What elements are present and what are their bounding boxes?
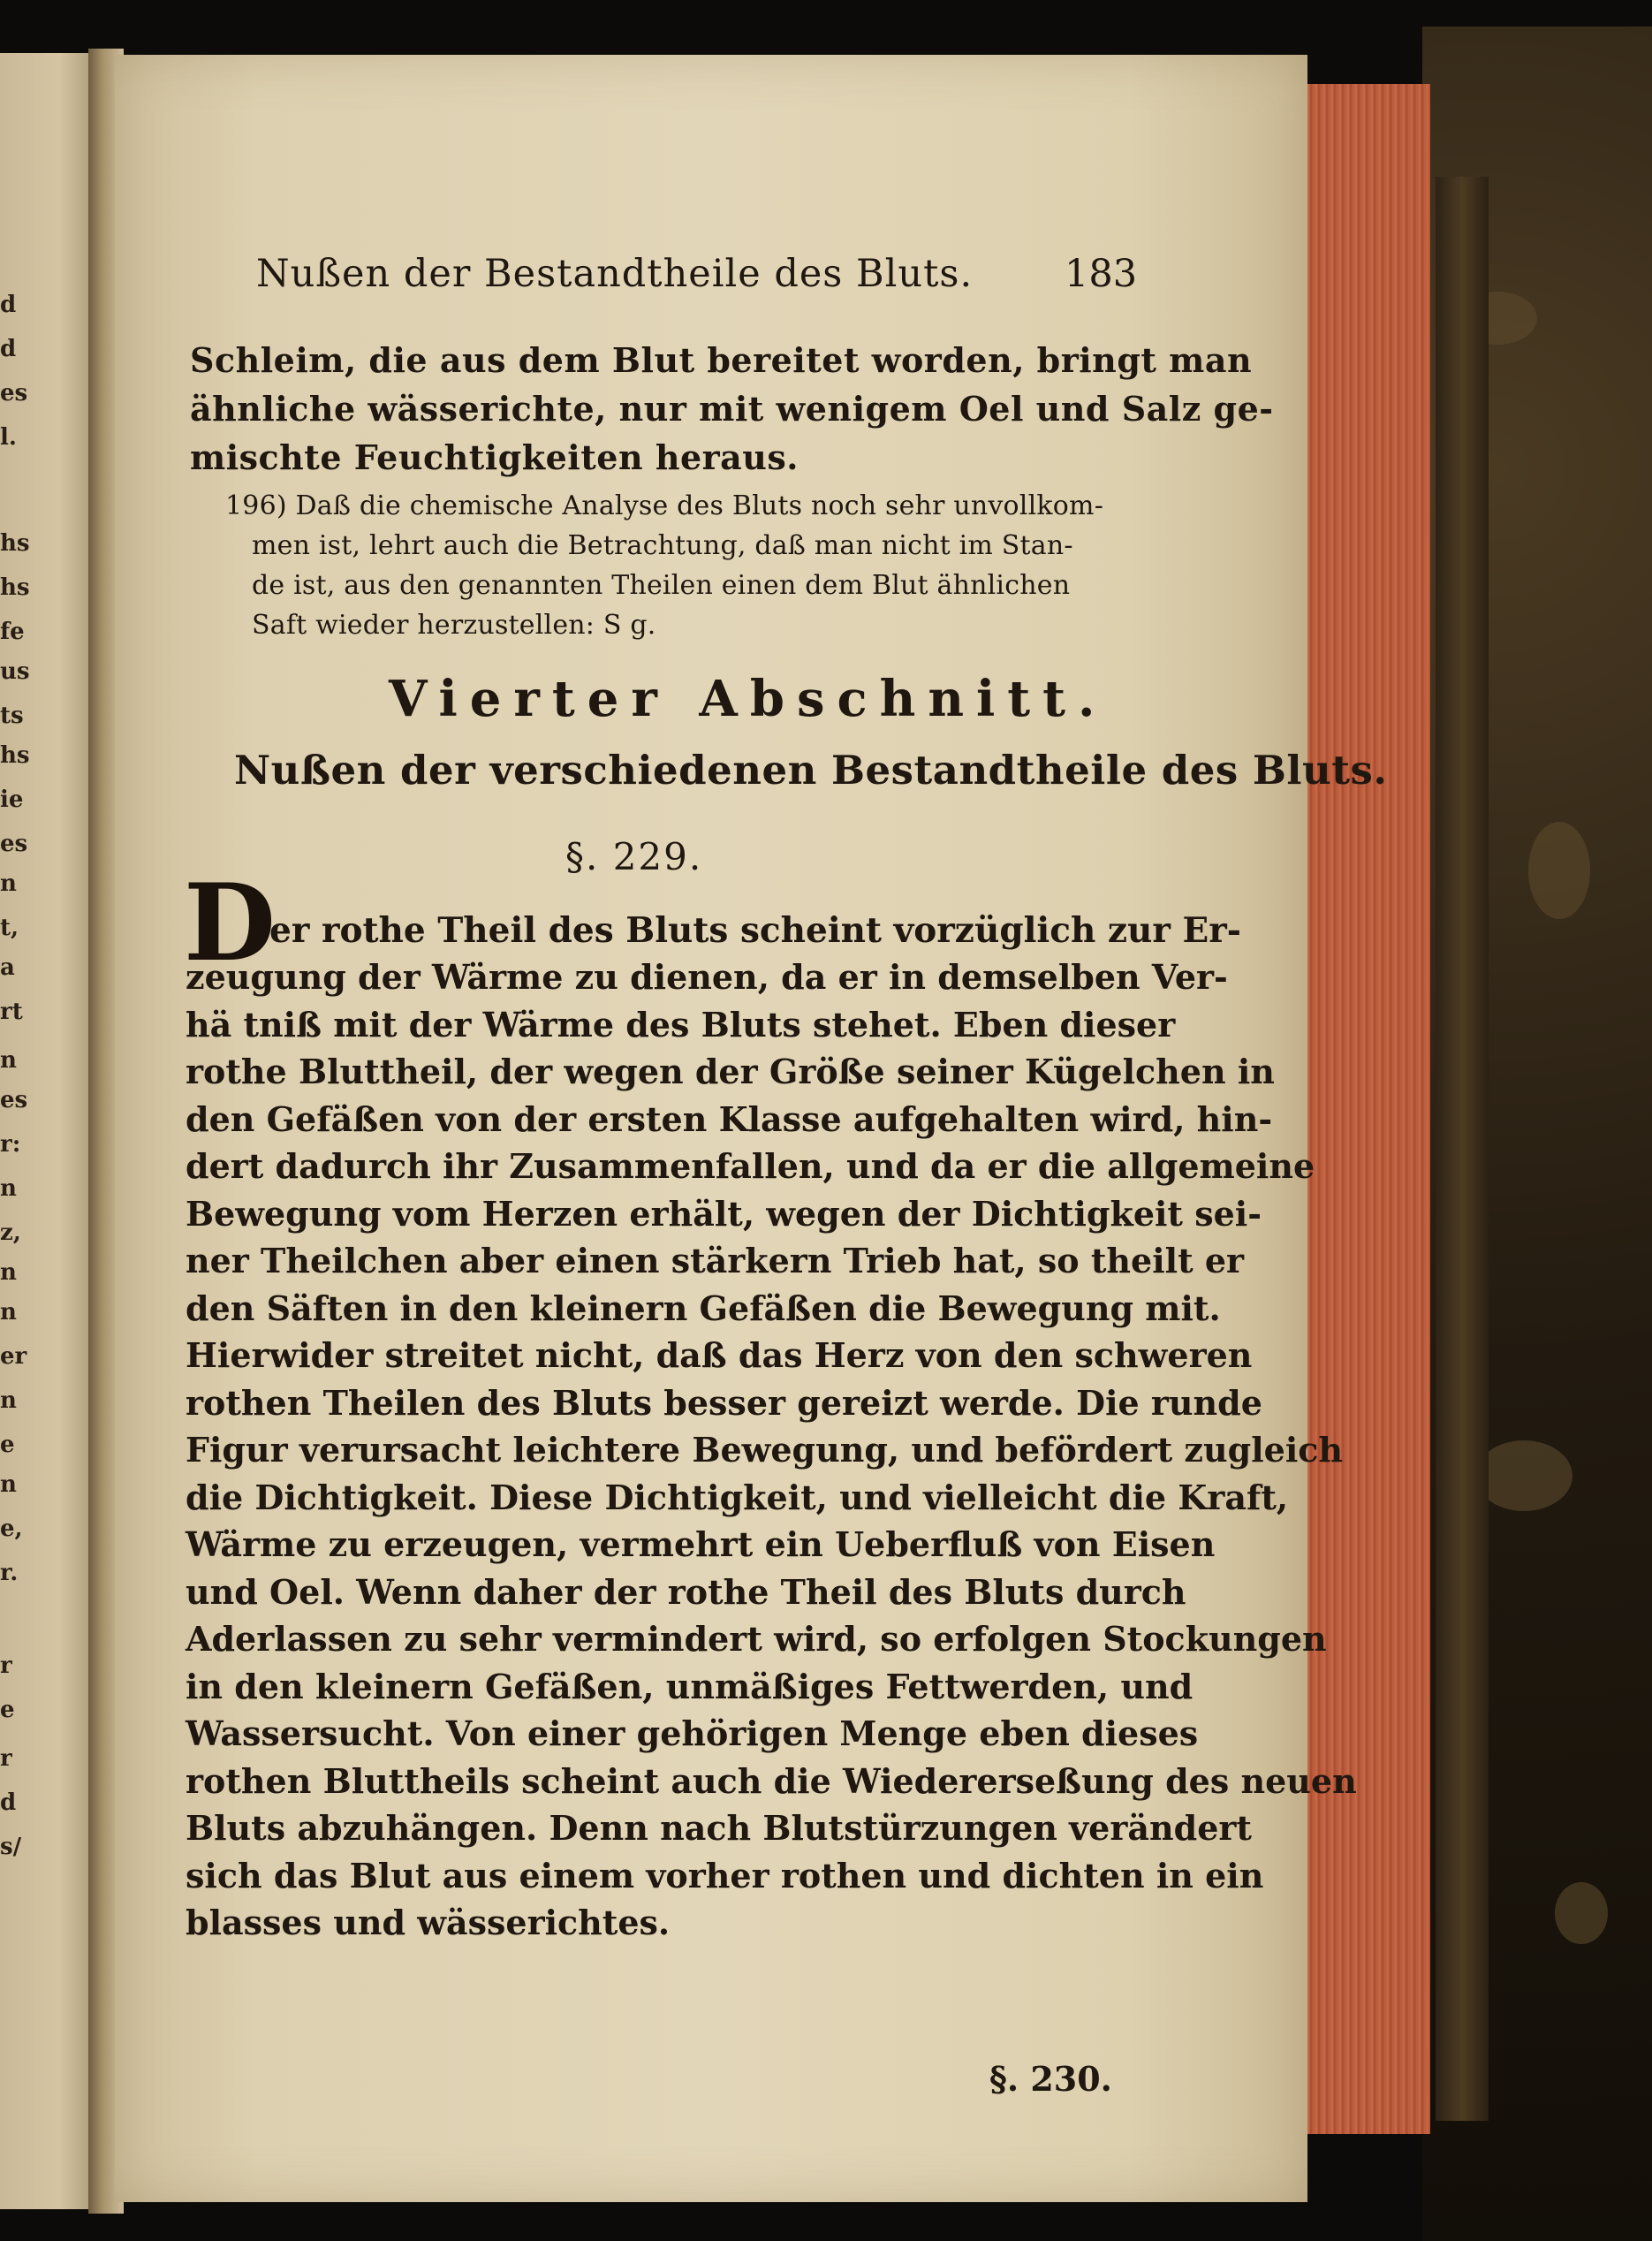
left-margin-fragment: d (0, 292, 17, 318)
left-margin-fragment: n (0, 1387, 17, 1414)
left-margin-fragment: ts (0, 703, 24, 729)
paragraph-first-line: er rothe Theil des Bluts scheint vorzüglich zur Er- (269, 910, 1241, 951)
footnote-line: men ist, lehrt auch die Betrachtung, daß man nicht im Stan- (252, 530, 1073, 561)
left-margin-fragment: hs (0, 530, 30, 557)
continuation-line: Schleim, die aus dem Blut bereitet worden, bringt man (190, 340, 1253, 380)
section-subtitle: Nußen der verschiedenen Bestandtheile des Bluts. (234, 747, 1388, 794)
left-margin-fragment: e, (0, 1516, 23, 1542)
running-title: Nußen der Bestandtheile des Bluts. (256, 252, 974, 296)
paragraph-line: Wärme zu erzeugen, vermehrt ein Ueberfluß von Eisen (186, 1524, 1216, 1564)
footnote-line: Saft wieder herzustellen: S g. (252, 610, 656, 641)
left-margin-fragment: n (0, 1259, 17, 1286)
left-margin-fragment: es (0, 380, 28, 406)
left-margin-fragment: n (0, 1175, 17, 1202)
section-title: Vierter Abschnitt. (389, 670, 1108, 728)
paragraph-line: den Säften in den kleinern Gefäßen die Bewegung mit. (186, 1288, 1221, 1328)
left-margin-fragment: rt (0, 999, 23, 1025)
drop-cap: D (184, 861, 277, 985)
left-margin-fragment: r. (0, 1560, 19, 1586)
left-margin-fragment: r: (0, 1131, 21, 1158)
left-margin-fragment: r (0, 1652, 12, 1679)
paragraph-line: blasses und wässerichtes. (186, 1903, 671, 1942)
left-margin-fragment: s/ (0, 1834, 22, 1860)
left-margin-fragment: es (0, 1087, 28, 1113)
left-margin-fragment: t, (0, 915, 19, 941)
left-margin-fragment: es (0, 831, 28, 857)
paragraph-line: hä tniß mit der Wärme des Bluts stehet. Eben dieser (186, 1004, 1176, 1045)
paragraph-line: Aderlassen zu sehr vermindert wird, so erfolgen Stockungen (186, 1619, 1327, 1659)
left-page (0, 53, 99, 2209)
left-margin-fragment: z, (0, 1219, 21, 1246)
footnote-line: 196) Daß die chemische Analyse des Bluts noch sehr unvollkom- (225, 490, 1104, 521)
left-margin-fragment: l. (0, 424, 17, 451)
left-margin-fragment: n (0, 1047, 17, 1074)
paragraph-line: Hierwider streitet nicht, daß das Herz von den schweren (186, 1335, 1253, 1375)
left-margin-fragment: hs (0, 742, 30, 769)
left-margin-fragment: fe (0, 619, 25, 645)
paragraph-line: sich das Blut aus einem vorher rothen und dichten in ein (186, 1855, 1264, 1895)
page-number: 183 (1065, 252, 1138, 296)
paragraph-line: dert dadurch ihr Zusammenfallen, und da er die allgemeine (186, 1146, 1315, 1186)
left-margin-fragment: e (0, 1697, 15, 1723)
left-margin-fragment: n (0, 870, 17, 897)
left-margin-fragment: n (0, 1299, 17, 1326)
left-margin-fragment: n (0, 1471, 17, 1498)
paragraph-line: in den kleinern Gefäßen, unmäßiges Fettwerden, und (186, 1666, 1194, 1706)
paragraph-line: den Gefäßen von der ersten Klasse aufgehalten wird, hin- (186, 1098, 1273, 1139)
continuation-line: mischte Feuchtigkeiten heraus. (190, 437, 799, 477)
left-margin-fragment: ie (0, 786, 24, 813)
page-edges-red (1294, 84, 1430, 2134)
left-margin-fragment: hs (0, 574, 30, 601)
left-margin-fragment: d (0, 336, 17, 362)
paragraph-line: und Oel. Wenn daher der rothe Theil des Bluts durch (186, 1571, 1186, 1612)
paragraph-line: die Dichtigkeit. Diese Dichtigkeit, und vielleicht die Kraft, (186, 1477, 1289, 1517)
paragraph-line: Bewegung vom Herzen erhält, wegen der Dichtigkeit sei- (186, 1193, 1262, 1234)
paragraph-number: §. 229. (565, 835, 703, 878)
left-margin-fragment: r (0, 1745, 12, 1772)
left-margin-fragment: a (0, 954, 15, 981)
left-margin-fragment: er (0, 1343, 27, 1370)
left-margin-text (0, 53, 35, 2209)
left-margin-fragment: e (0, 1432, 15, 1458)
paragraph-line: Figur verursacht leichtere Bewegung, und befördert zugleich (186, 1430, 1344, 1470)
paragraph-line: rothen Theilen des Bluts besser gereizt werde. Die runde (186, 1382, 1262, 1423)
paragraph-line: ner Theilchen aber einen stärkern Trieb hat, so theilt er (186, 1241, 1245, 1280)
left-margin-fragment: us (0, 658, 30, 685)
paragraph-line: rothe Bluttheil, der wegen der Größe seiner Kügelchen in (186, 1052, 1275, 1091)
paragraph-line: Wassersucht. Von einer gehörigen Menge eben dieses (186, 1713, 1199, 1753)
paragraph-line: Bluts abzuhängen. Denn nach Blutstürzungen verändert (186, 1808, 1252, 1848)
catchword: §. 230. (989, 2059, 1112, 2099)
cover-spine-band (1436, 177, 1489, 2121)
paragraph-line: zeugung der Wärme zu dienen, da er in demselben Ver- (186, 957, 1228, 997)
paragraph-line: rothen Bluttheils scheint auch die Wiedererseßung des neuen (186, 1760, 1357, 1801)
footnote-line: de ist, aus den genannten Theilen einen dem Blut ähnlichen (252, 570, 1071, 601)
continuation-line: ähnliche wässerichte, nur mit wenigem Oel und Salz ge- (190, 389, 1274, 429)
left-margin-fragment: d (0, 1789, 17, 1816)
